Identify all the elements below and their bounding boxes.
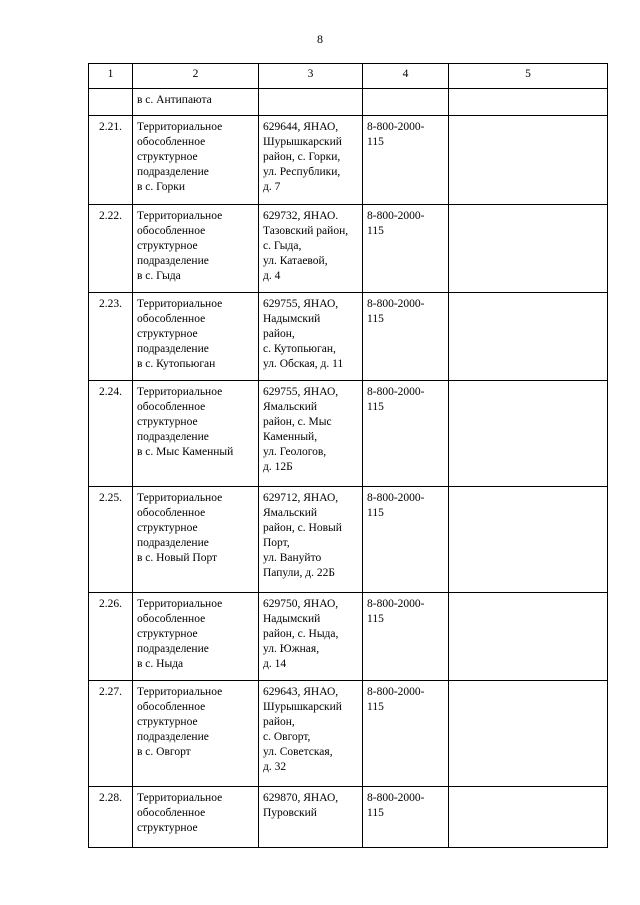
- phone-cell: [363, 487, 449, 593]
- table-row: [89, 293, 608, 381]
- phone-cell: [363, 593, 449, 681]
- name-cell-line: структурное: [137, 522, 198, 534]
- phone-cell: [363, 381, 449, 487]
- name-cell-line: подразделение: [137, 643, 209, 655]
- address-cell-line: 629755, ЯНАО,: [263, 386, 339, 398]
- name-cell-line: Территориальное: [137, 792, 223, 804]
- address-cell-line: район, с. Мыс: [263, 416, 332, 428]
- note-cell: [449, 293, 608, 381]
- name-cell: [133, 89, 259, 116]
- name-cell-line: обособленное: [137, 807, 206, 819]
- address-cell-line: 629732, ЯНАО.: [263, 210, 339, 222]
- name-cell-line: подразделение: [137, 166, 209, 178]
- address-cell-line: ул. Вануйто: [263, 552, 322, 564]
- address-cell-line: Каменный,: [263, 431, 318, 443]
- phone-cell-line: 8-800-2000-: [367, 210, 425, 222]
- note-cell: [449, 205, 608, 293]
- name-cell-line: структурное: [137, 822, 198, 834]
- phone-cell-line: 115: [367, 507, 384, 519]
- phone-cell-line: 8-800-2000-: [367, 686, 425, 698]
- phone-cell-line: 8-800-2000-: [367, 121, 425, 133]
- address-cell-line: 629870, ЯНАО,: [263, 792, 339, 804]
- name-cell-line: обособленное: [137, 313, 206, 325]
- address-cell-line: Надымский: [263, 613, 321, 625]
- address-cell-line: Ямальский: [263, 401, 318, 413]
- address-cell-line: Пуровский: [263, 807, 317, 819]
- address-cell-line: 629643, ЯНАО,: [263, 686, 339, 698]
- name-cell-line: Территориальное: [137, 686, 223, 698]
- table-row: [89, 381, 608, 487]
- name-cell: [133, 787, 259, 848]
- name-cell-line: обособленное: [137, 613, 206, 625]
- row-number-cell: 2.26.: [89, 593, 133, 681]
- phone-cell-line: 115: [367, 401, 384, 413]
- address-cell-line: 629644, ЯНАО,: [263, 121, 339, 133]
- address-cell-line: ул. Катаевой,: [263, 255, 328, 267]
- address-cell-line: район,: [263, 716, 295, 728]
- header-cell-num: 1: [89, 64, 133, 89]
- address-cell: [259, 116, 363, 205]
- address-cell: [259, 681, 363, 787]
- name-cell: [133, 487, 259, 593]
- address-cell: [259, 593, 363, 681]
- phone-cell-line: 115: [367, 313, 384, 325]
- address-cell: [259, 787, 363, 848]
- address-cell-line: Надымский: [263, 313, 321, 325]
- header-cell-note: 5: [449, 64, 608, 89]
- address-cell-line: Папули, д. 22Б: [263, 567, 336, 579]
- address-cell-line: с. Овгорт,: [263, 731, 311, 743]
- address-cell-line: Порт,: [263, 537, 290, 549]
- phone-cell: [363, 293, 449, 381]
- address-cell-line: район, с. Горки,: [263, 151, 341, 163]
- phone-cell-line: 115: [367, 136, 384, 148]
- name-cell: [133, 205, 259, 293]
- name-cell-line: в с. Горки: [137, 181, 186, 193]
- address-cell-line: д. 4: [263, 270, 281, 282]
- address-cell-line: ул. Республики,: [263, 166, 341, 178]
- name-cell: [133, 116, 259, 205]
- address-cell-line: Шурышкарский: [263, 701, 342, 713]
- phone-cell-line: 115: [367, 807, 384, 819]
- note-cell: [449, 681, 608, 787]
- phone-cell-line: 115: [367, 225, 384, 237]
- address-cell: [259, 487, 363, 593]
- phone-cell: [363, 205, 449, 293]
- name-cell-line: Территориальное: [137, 210, 223, 222]
- name-cell: [133, 381, 259, 487]
- name-cell-line: обособленное: [137, 701, 206, 713]
- name-cell-line: Территориальное: [137, 121, 223, 133]
- address-cell-line: д. 12Б: [263, 461, 293, 473]
- header-cell-address: 3: [259, 64, 363, 89]
- note-cell: [449, 787, 608, 848]
- name-cell-line: в с. Овгорт: [137, 746, 191, 758]
- name-cell-line: структурное: [137, 716, 198, 728]
- address-cell-line: район,: [263, 328, 295, 340]
- name-cell-line: структурное: [137, 328, 198, 340]
- header-cell-name: 2: [133, 64, 259, 89]
- name-cell-line: структурное: [137, 151, 198, 163]
- phone-cell: [363, 787, 449, 848]
- continuation-row: [89, 89, 608, 116]
- row-number-cell: 2.24.: [89, 381, 133, 487]
- name-cell-line: в с. Мыс Каменный: [137, 446, 234, 458]
- address-cell-line: Тазовский район,: [263, 225, 349, 237]
- name-cell-line: структурное: [137, 628, 198, 640]
- address-cell-line: Шурышкарский: [263, 136, 342, 148]
- row-number-cell: 2.23.: [89, 293, 133, 381]
- note-cell: [449, 381, 608, 487]
- note-cell: [449, 487, 608, 593]
- name-cell-line: подразделение: [137, 343, 209, 355]
- row-number-cell: 2.25.: [89, 487, 133, 593]
- address-cell-line: д. 14: [263, 658, 287, 670]
- phone-cell-line: 8-800-2000-: [367, 598, 425, 610]
- name-cell-line: Территориальное: [137, 386, 223, 398]
- header-row: [89, 64, 608, 89]
- name-cell-line: подразделение: [137, 255, 209, 267]
- table-row: [89, 116, 608, 205]
- row-number-cell: 2.22.: [89, 205, 133, 293]
- address-cell-line: ул. Советская,: [263, 746, 333, 758]
- name-cell-line: в с. Ныда: [137, 658, 184, 670]
- phone-cell-line: 115: [367, 701, 384, 713]
- address-cell: [259, 381, 363, 487]
- phone-cell-line: 8-800-2000-: [367, 492, 425, 504]
- table-row: [89, 205, 608, 293]
- row-number-cell: 2.28.: [89, 787, 133, 848]
- phone-cell-line: 8-800-2000-: [367, 792, 425, 804]
- name-cell-line: в с. Антипаюта: [137, 94, 212, 106]
- phone-cell-line: 8-800-2000-: [367, 298, 425, 310]
- name-cell-line: в с. Новый Порт: [137, 552, 218, 564]
- phone-cell: [363, 116, 449, 205]
- phone-cell-line: 115: [367, 613, 384, 625]
- address-cell-line: ул. Южная,: [263, 643, 320, 655]
- address-cell-line: д. 7: [263, 181, 281, 193]
- name-cell: [133, 293, 259, 381]
- row-number-cell: 2.27.: [89, 681, 133, 787]
- name-cell-line: в с. Кутопьюган: [137, 358, 216, 370]
- address-cell-line: ул. Обская, д. 11: [263, 358, 344, 370]
- address-cell-line: Ямальский: [263, 507, 318, 519]
- name-cell-line: подразделение: [137, 537, 209, 549]
- note-cell: [449, 116, 608, 205]
- name-cell-line: подразделение: [137, 431, 209, 443]
- row-number-cell: 2.21.: [89, 116, 133, 205]
- address-cell-line: район, с. Новый: [263, 522, 342, 534]
- table-row: [89, 593, 608, 681]
- note-cell: [449, 89, 608, 116]
- address-cell-line: 629712, ЯНАО,: [263, 492, 339, 504]
- table-row: [89, 487, 608, 593]
- address-cell-line: район, с. Ныда,: [263, 628, 339, 640]
- name-cell-line: в с. Гыда: [137, 270, 181, 282]
- address-cell-line: с. Кутопьюган,: [263, 343, 336, 355]
- name-cell: [133, 681, 259, 787]
- name-cell-line: подразделение: [137, 731, 209, 743]
- table-row: [89, 787, 608, 848]
- name-cell-line: Территориальное: [137, 598, 223, 610]
- organizations-table: [88, 63, 608, 848]
- note-cell: [449, 593, 608, 681]
- phone-cell: [363, 89, 449, 116]
- name-cell-line: Территориальное: [137, 492, 223, 504]
- table-row: [89, 681, 608, 787]
- address-cell-line: с. Гыда,: [263, 240, 302, 252]
- name-cell-line: обособленное: [137, 507, 206, 519]
- address-cell-line: 629750, ЯНАО,: [263, 598, 339, 610]
- name-cell-line: обособленное: [137, 401, 206, 413]
- address-cell-line: ул. Геологов,: [263, 446, 327, 458]
- page-number: 8: [317, 32, 323, 46]
- address-cell-line: д. 32: [263, 761, 287, 773]
- address-cell: [259, 205, 363, 293]
- address-cell: [259, 293, 363, 381]
- name-cell-line: структурное: [137, 416, 198, 428]
- name-cell-line: обособленное: [137, 136, 206, 148]
- name-cell-line: структурное: [137, 240, 198, 252]
- address-cell: [259, 89, 363, 116]
- name-cell-line: Территориальное: [137, 298, 223, 310]
- row-number-cell: [89, 89, 133, 116]
- name-cell-line: обособленное: [137, 225, 206, 237]
- phone-cell-line: 8-800-2000-: [367, 386, 425, 398]
- address-cell-line: 629755, ЯНАО,: [263, 298, 339, 310]
- name-cell: [133, 593, 259, 681]
- phone-cell: [363, 681, 449, 787]
- header-cell-phone: 4: [363, 64, 449, 89]
